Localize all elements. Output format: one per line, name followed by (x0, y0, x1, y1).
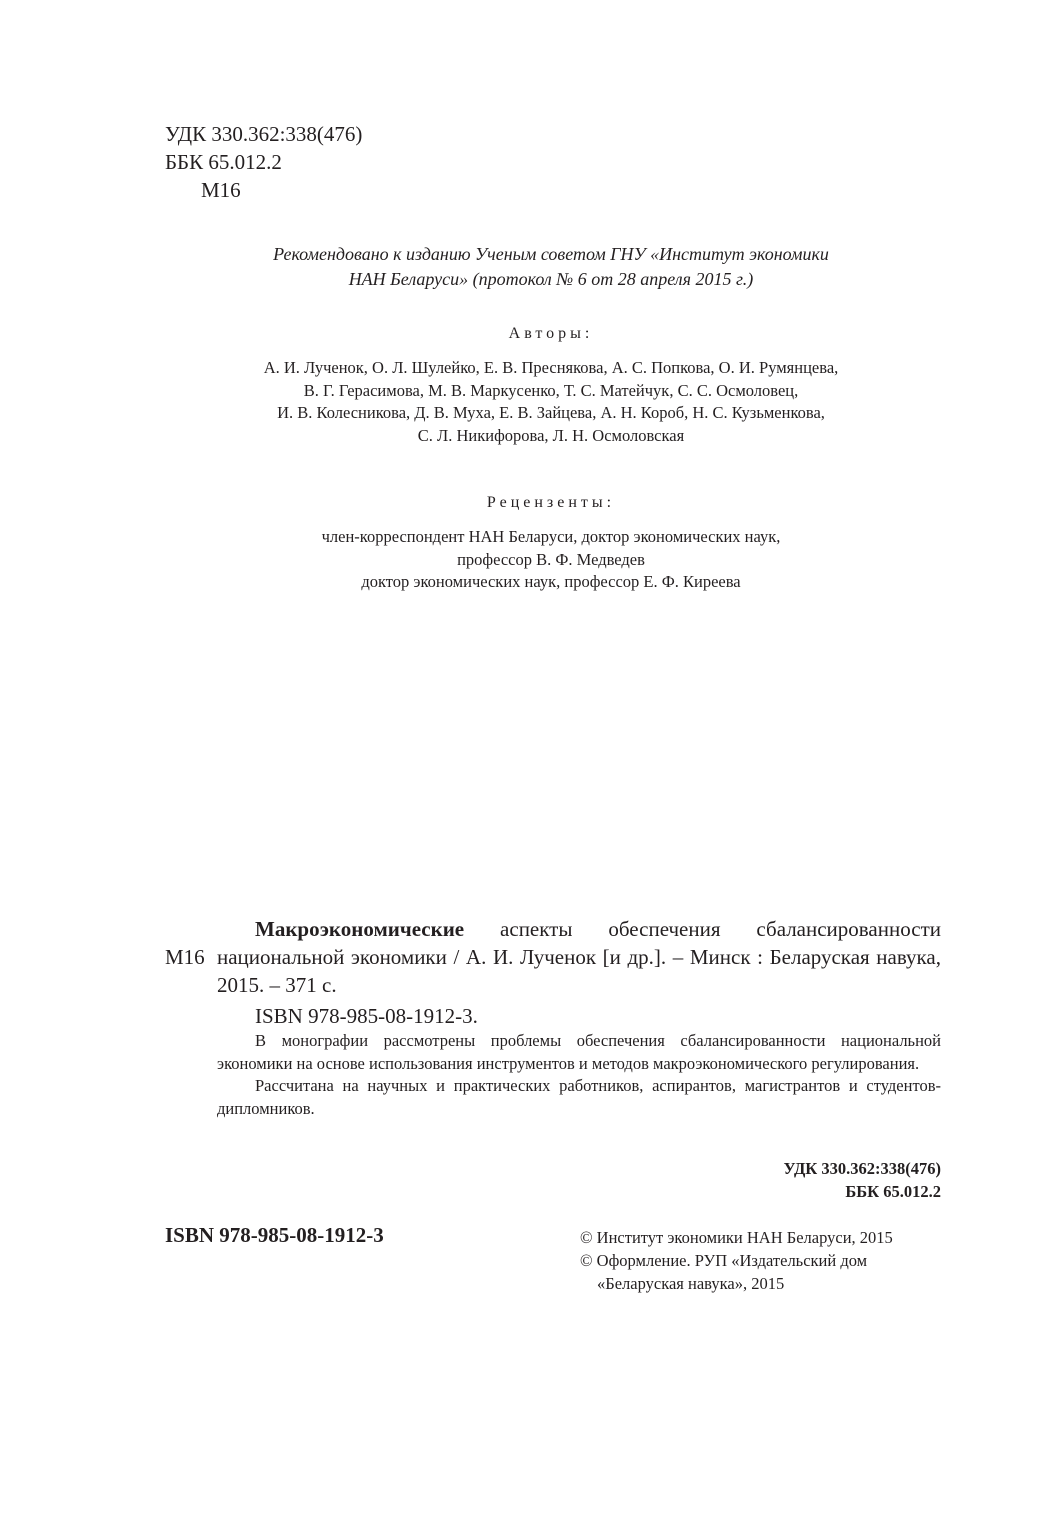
author-mark: М16 (201, 178, 241, 202)
reviewers-heading: Рецензенты: (486, 494, 616, 511)
reviewer-line: профессор В. Ф. Медведев (457, 549, 645, 569)
reviewer-line: член-корреспондент НАН Беларуси, доктор экономических наук, (321, 527, 781, 546)
annotation-paragraph: В монографии рассмотрены проблемы обеспечения сбалансированности национальной экономики на основе использования инструментов и методов макроэкономического регулирования. (217, 1031, 941, 1073)
authors-line: С. Л. Никифорова, Л. Н. Осмоловская (417, 425, 685, 445)
recommendation-line: Рекомендовано к изданию Ученым советом ГНУ «Институт экономики (273, 244, 829, 264)
bottom-classification-codes (784, 1157, 942, 1203)
bibliography-title: Макроэкономические (255, 917, 465, 941)
authors-heading: Авторы: (508, 325, 594, 342)
isbn: ISBN 978-985-08-1912-3 (165, 1223, 384, 1247)
authors-list (100, 357, 1002, 447)
bibliography-text (217, 915, 941, 999)
authors-line: В. Г. Герасимова, М. В. Маркусенко, Т. С. Матейчук, С. С. Осмоловец, (303, 380, 799, 400)
recommendation-line: НАН Беларуси» (протокол № 6 от 28 апреля 2015 г.) (348, 269, 754, 289)
classification-codes (165, 120, 362, 204)
copyright-line: «Беларуская навука», 2015 (597, 1274, 785, 1293)
udk-code-bottom: УДК 330.362:338(476) (783, 1159, 941, 1178)
bbk-code: ББК 65.012.2 (165, 150, 282, 174)
annotation (217, 1030, 941, 1120)
bibliography-description (217, 915, 941, 999)
reviewers-list (100, 526, 1002, 594)
copyright-block (580, 1226, 960, 1295)
bibliography-rest: аспекты обеспечения сбалансированности национальной экономики / А. И. Лученок [и др.]. – Минск : Беларуская навука, 2015. – 371 с. (217, 917, 941, 997)
copyright-line: © Институт экономики НАН Беларуси, 2015 (580, 1228, 893, 1247)
bibliographic-entry (165, 915, 941, 1030)
annotation-paragraph: Рассчитана на научных и практических работников, аспирантов, магистрантов и студентов-дипломников. (217, 1076, 941, 1118)
authors-line: И. В. Колесникова, Д. В. Муха, Е. В. Зайцева, А. Н. Короб, Н. С. Кузьменкова, (277, 403, 825, 422)
bibliography-code: М16 (165, 945, 205, 969)
authors-line: А. И. Лученок, О. Л. Шулейко, Е. В. Преснякова, А. С. Попкова, О. И. Румянцева, (263, 358, 839, 377)
reviewer-line: доктор экономических наук, профессор Е. Ф. Киреева (361, 572, 741, 591)
publication-recommendation (120, 242, 982, 292)
bbk-code-bottom: ББК 65.012.2 (845, 1182, 941, 1201)
copyright-line: © Оформление. РУП «Издательский дом (580, 1251, 868, 1270)
bibliography-isbn: ISBN 978-985-08-1912-3. (255, 1004, 478, 1028)
udk-code: УДК 330.362:338(476) (165, 122, 363, 146)
